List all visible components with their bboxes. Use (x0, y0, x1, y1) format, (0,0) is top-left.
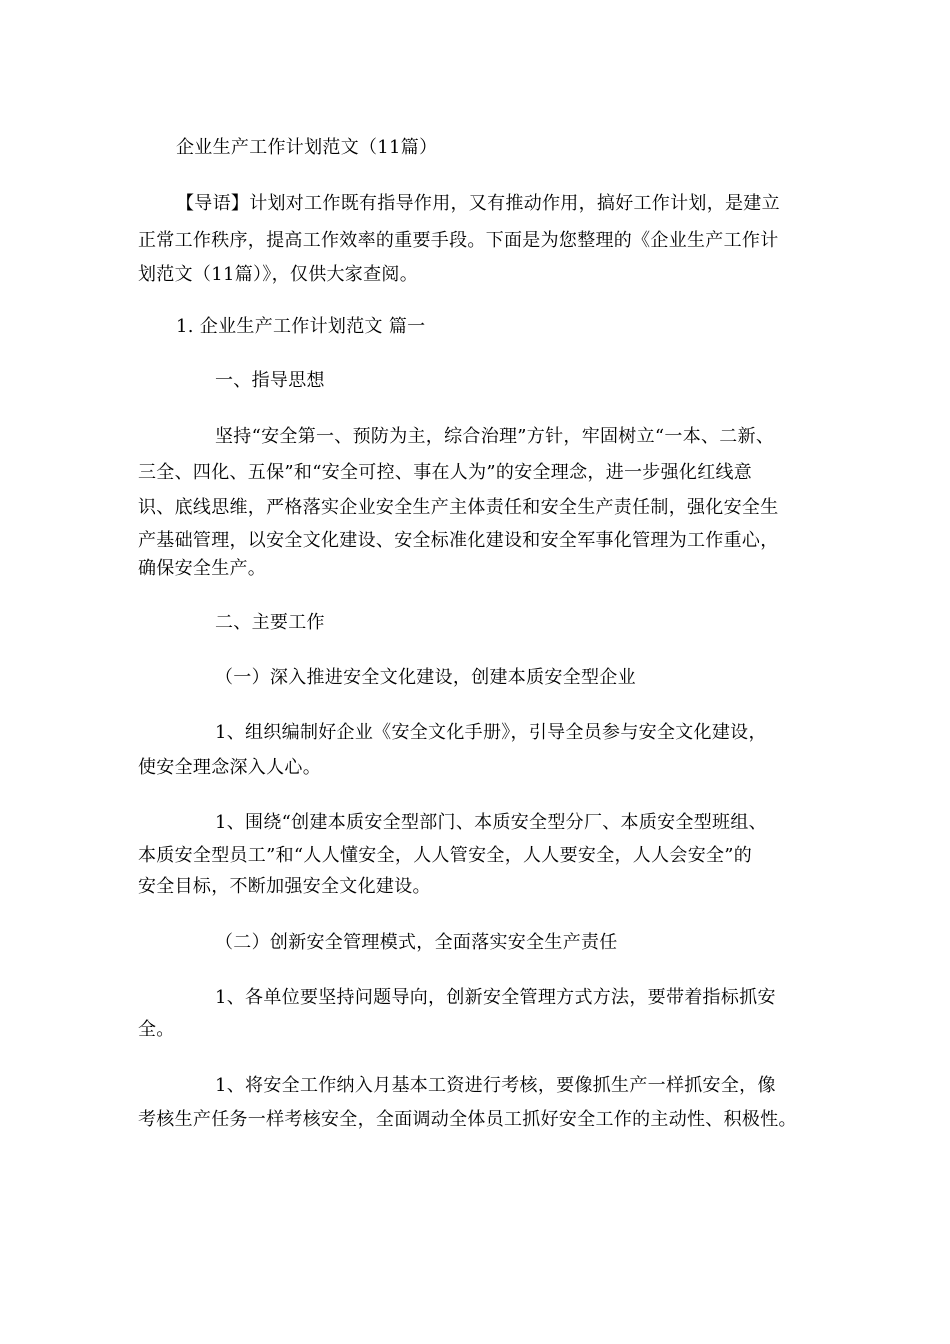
list-item-line: 使安全理念深入人心。 (138, 757, 321, 778)
paragraph-line: 产基础管理，以安全文化建设、安全标准化建设和安全军事化管理为工作重心， (138, 530, 779, 551)
list-item-line: 考核生产任务一样考核安全，全面调动全体员工抓好安全工作的主动性、积极性。 (138, 1109, 797, 1130)
paragraph-line: 识、底线思维，严格落实企业安全生产主体责任和安全生产责任制，强化安全生 (138, 497, 779, 518)
paragraph-line: 三全、四化、五保”和“安全可控、事在人为”的安全理念，进一步强化红线意 (138, 462, 753, 483)
heading-guiding-ideology: 一、指导思想 (215, 370, 325, 391)
list-item-line: 1、将安全工作纳入月基本工资进行考核，要像抓生产一样抓安全，像 (215, 1075, 776, 1096)
list-item-line: 1、各单位要坚持问题导向，创新安全管理方式方法，要带着指标抓安 (215, 987, 776, 1008)
list-item-line: 本质安全型员工”和“人人懂安全，人人管安全，人人要安全，人人会安全”的 (138, 845, 753, 866)
section-title: 1. 企业生产工作计划范文 篇一 (176, 316, 426, 337)
paragraph-line: 确保安全生产。 (138, 558, 267, 579)
intro-line: 划范文（11篇）》，仅供大家查阅。 (138, 264, 419, 285)
list-item-line: 安全目标，不断加强安全文化建设。 (138, 876, 431, 897)
intro-line: 正常工作秩序，提高工作效率的重要手段。下面是为您整理的《企业生产工作计 (138, 230, 779, 251)
subheading-safety-management: （二）创新安全管理模式，全面落实安全生产责任 (215, 932, 618, 953)
document-title: 企业生产工作计划范文（11篇） (176, 137, 438, 158)
list-item-line: 1、组织编制好企业《安全文化手册》，引导全员参与安全文化建设， (215, 722, 767, 743)
subheading-safety-culture: （一）深入推进安全文化建设，创建本质安全型企业 (215, 667, 636, 688)
paragraph-line: 坚持“安全第一、预防为主，综合治理”方针，牢固树立“一本、二新、 (215, 426, 775, 447)
heading-main-work: 二、主要工作 (215, 612, 325, 633)
list-item-line: 1、围绕“创建本质安全型部门、本质安全型分厂、本质安全型班组、 (215, 812, 767, 833)
intro-line: 【导语】计划对工作既有指导作用，又有推动作用，搞好工作计划，是建立 (176, 193, 780, 214)
list-item-line: 全。 (138, 1019, 175, 1040)
